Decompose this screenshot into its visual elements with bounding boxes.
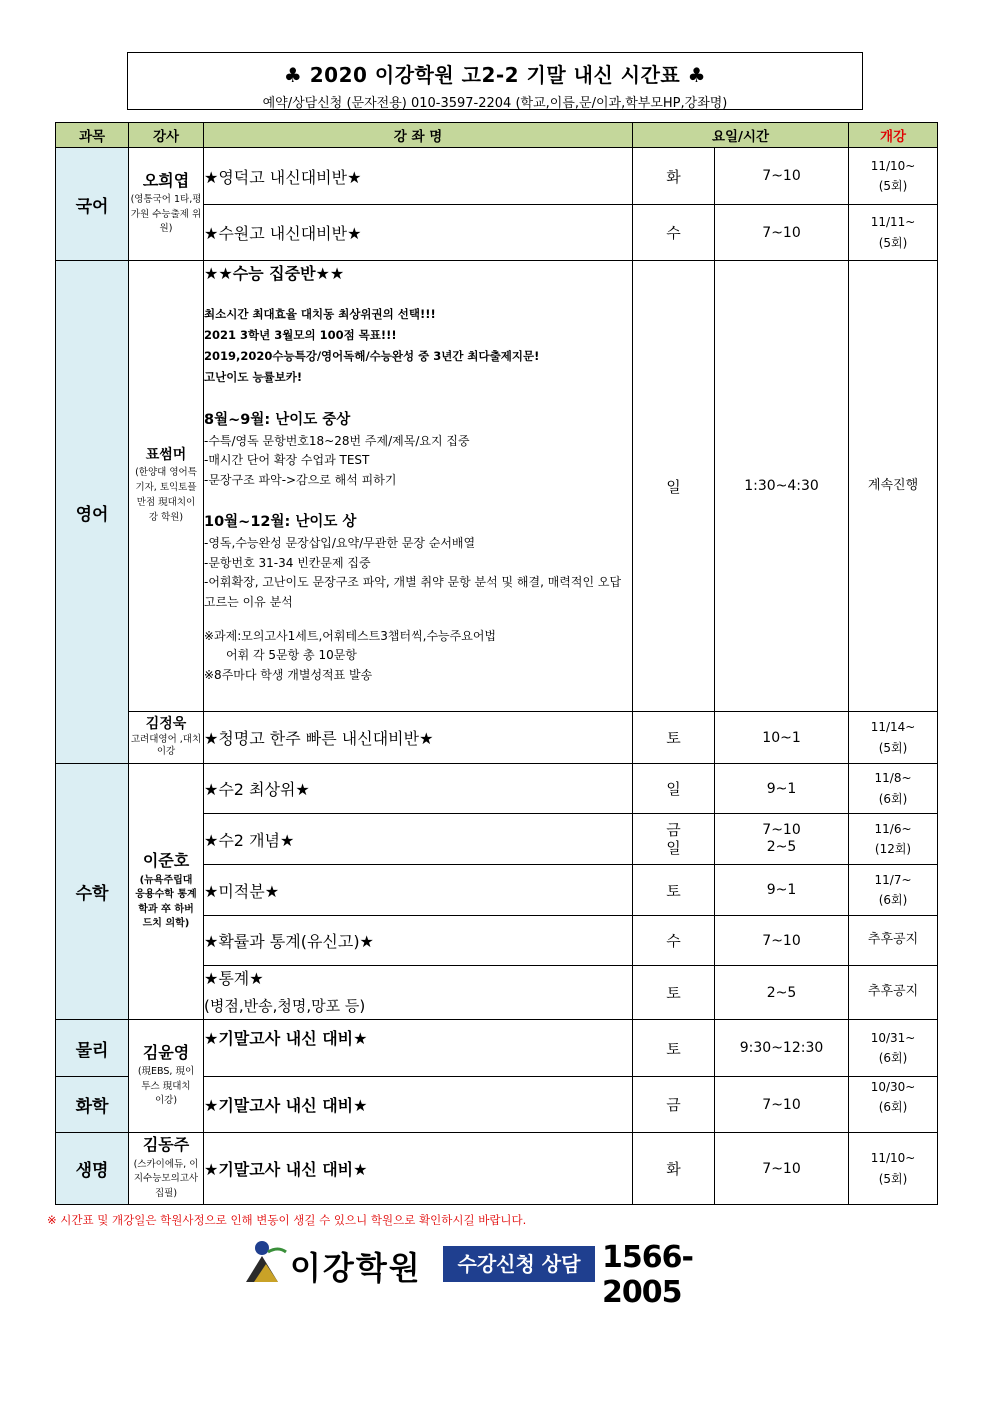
- course-day: 토: [633, 865, 715, 916]
- subject-physics: 물리: [56, 1020, 129, 1077]
- course-day: 일: [633, 261, 715, 712]
- teacher-name: 김정욱: [145, 716, 187, 733]
- teacher-biology: [129, 1133, 204, 1205]
- english-block-title: ★★수능 집중반★★: [204, 264, 345, 283]
- course-open: 11/10~ (5회): [849, 1133, 938, 1205]
- teacher-name: 이준호: [142, 851, 190, 871]
- english-line: -어휘확장, 고난이도 문장구조 파악, 개별 취약 문항 분석 및 해결, 매력적인 오답 고르는 이유 분석: [204, 575, 622, 609]
- page-subtitle: 예약/상담신청 (문자전용) 010-3597-2204 (학교,이름,문/이과,학부모HP,강좌명): [262, 96, 728, 111]
- col-teacher: 강사: [129, 123, 204, 148]
- table-row: [56, 148, 938, 205]
- course-open: 11/11~ (5회): [849, 205, 938, 261]
- course-name: ★기말고사 내신 대비★: [204, 1020, 633, 1077]
- title-box: [127, 52, 863, 110]
- teacher-desc: (한양대 영어특기자, 토익토플 만점 現대치이강 학원): [135, 467, 197, 523]
- course-time: 7~10: [715, 148, 849, 205]
- table-row: [56, 764, 938, 814]
- course-time: 9~1: [715, 865, 849, 916]
- course-name: ★청명고 한주 빠른 내신대비반★: [204, 712, 633, 764]
- course-day: 토: [633, 712, 715, 764]
- course-day: 화: [633, 1133, 715, 1205]
- course-time: 1:30~4:30: [715, 261, 849, 712]
- footer: [240, 1238, 760, 1310]
- english-note: ※과제:모의고사1세트,어휘테스트3챕터씩,수능주요어법: [204, 628, 497, 643]
- english-intro-line: 최소시간 최대효율 대치동 최상위권의 선택!!!: [204, 307, 436, 321]
- course-name: ★수원고 내신대비반★: [204, 205, 633, 261]
- course-open: 11/7~ (6회): [849, 865, 938, 916]
- academy-logo-text: 이강학원: [290, 1249, 422, 1287]
- english-section-title: 10월~12월: 난이도 상: [204, 514, 357, 531]
- course-time: 9~1: [715, 764, 849, 814]
- course-open: 계속진행: [849, 261, 938, 712]
- teacher-science: [129, 1020, 204, 1133]
- course-day: 금 일: [633, 814, 715, 865]
- course-time: 10~1: [715, 712, 849, 764]
- english-line: -영독,수능완성 문장삽입/요약/무관한 문장 순서배열: [204, 536, 476, 551]
- course-time: 9:30~12:30: [715, 1020, 849, 1077]
- teacher-name: 표썸머: [145, 446, 187, 463]
- course-time: 7~10: [715, 1133, 849, 1205]
- course-time: 7~10 2~5: [715, 814, 849, 865]
- teacher-name: 김윤영: [142, 1042, 190, 1062]
- course-name: ★영덕고 내신대비반★: [204, 148, 633, 205]
- course-open: 11/10~ (5회): [849, 148, 938, 205]
- teacher-desc: (영통국어 1타,평가원 수능출제 위원): [130, 194, 202, 235]
- english-note: ※8주마다 학생 개별성적표 발송: [204, 667, 373, 682]
- table-row: [56, 261, 938, 712]
- course-open: 11/6~ (12회): [849, 814, 938, 865]
- course-day: 토: [633, 966, 715, 1020]
- academy-logo-icon: [242, 1238, 288, 1284]
- teacher-english-2: [129, 712, 204, 764]
- english-note: 어휘 각 5문항 총 10문항: [226, 648, 357, 663]
- course-open: 추후공지: [849, 916, 938, 966]
- footnote: ※ 시간표 및 개강일은 학원사정으로 인해 변동이 생길 수 있으니 학원으로 확인하시길 바랍니다.: [47, 1213, 527, 1227]
- table-header-row: [56, 123, 938, 148]
- course-name: ★확률과 통계(유신고)★: [204, 916, 633, 966]
- course-day: 토: [633, 1020, 715, 1077]
- course-time: 7~10: [715, 916, 849, 966]
- table-row: [56, 712, 938, 764]
- course-open: 11/14~ (5회): [849, 712, 938, 764]
- course-time: 7~10: [715, 205, 849, 261]
- course-day: 수: [633, 916, 715, 966]
- subject-math: 수학: [56, 764, 129, 1020]
- course-name: ★통계★ (병점,반송,청명,망포 등): [204, 966, 633, 1020]
- subject-english: 영어: [56, 261, 129, 764]
- page-title: ♣ 2020 이강학원 고2-2 기말 내신 시간표 ♣: [283, 63, 707, 87]
- subject-chemistry: 화학: [56, 1077, 129, 1133]
- table-row: [56, 1020, 938, 1077]
- english-line: -문장구조 파악->감으로 해석 피하기: [204, 472, 397, 487]
- course-open: 추후공지: [849, 966, 938, 1020]
- teacher-desc: 고려대영어 ,대치이강: [130, 734, 202, 758]
- course-open: 11/8~ (6회): [849, 764, 938, 814]
- course-name: ★미적분★: [204, 865, 633, 916]
- col-course: 강 좌 명: [204, 123, 633, 148]
- teacher-math: [129, 764, 204, 1020]
- english-line: -수특/영독 문항번호18~28번 주제/제목/요지 집중: [204, 433, 470, 448]
- table-row: [56, 1133, 938, 1205]
- col-daytime: 요일/시간: [633, 123, 849, 148]
- course-day: 화: [633, 148, 715, 205]
- english-course-block: [204, 261, 633, 712]
- english-line: -문항번호 31-34 빈칸문제 집중: [204, 555, 371, 570]
- course-time: 7~10: [715, 1077, 849, 1133]
- teacher-korean: [129, 148, 204, 261]
- course-time: 2~5: [715, 966, 849, 1020]
- col-subject: 과목: [56, 123, 129, 148]
- english-intro-line: 2021 3학년 3월모의 100점 목표!!!: [204, 327, 397, 342]
- course-open: 10/31~ (6회): [849, 1020, 938, 1077]
- col-open: 개강: [849, 123, 938, 148]
- subject-biology: 생명: [56, 1133, 129, 1205]
- course-name: ★기말고사 내신 대비★: [204, 1133, 633, 1205]
- english-line: -매시간 단어 확장 수업과 TEST: [204, 453, 370, 468]
- course-name: ★수2 최상위★: [204, 764, 633, 814]
- course-open: 10/30~ (6회): [849, 1077, 938, 1133]
- subject-korean: 국어: [56, 148, 129, 261]
- teacher-desc: (스카이에듀, 이지수능모의고사집필): [133, 1158, 199, 1199]
- teacher-desc: (뉴욕주립대 응용수학 통계학과 卒 하버드치 의학): [135, 874, 197, 930]
- timetable: [55, 122, 938, 1205]
- course-day: 수: [633, 205, 715, 261]
- course-day: 일: [633, 764, 715, 814]
- enroll-cta: 수강신청 상담: [443, 1246, 595, 1282]
- course-name: ★수2 개념★: [204, 814, 633, 865]
- teacher-name: 오희엽: [142, 170, 190, 190]
- phone-number: 1566-2005: [602, 1240, 693, 1310]
- course-name: ★기말고사 내신 대비★: [204, 1077, 633, 1133]
- english-intro-line: 고난이도 능률보카!: [204, 369, 303, 384]
- teacher-english-1: [129, 261, 204, 712]
- english-intro-line: 2019,2020수능특강/영어독해/수능완성 중 3년간 최다출제지문!: [204, 348, 540, 363]
- course-day: 금: [633, 1077, 715, 1133]
- teacher-desc: (現EBS, 現이투스 現대치이강): [137, 1066, 195, 1107]
- teacher-name: 김동주: [142, 1135, 190, 1155]
- english-section-title: 8월~9월: 난이도 중상: [204, 411, 351, 428]
